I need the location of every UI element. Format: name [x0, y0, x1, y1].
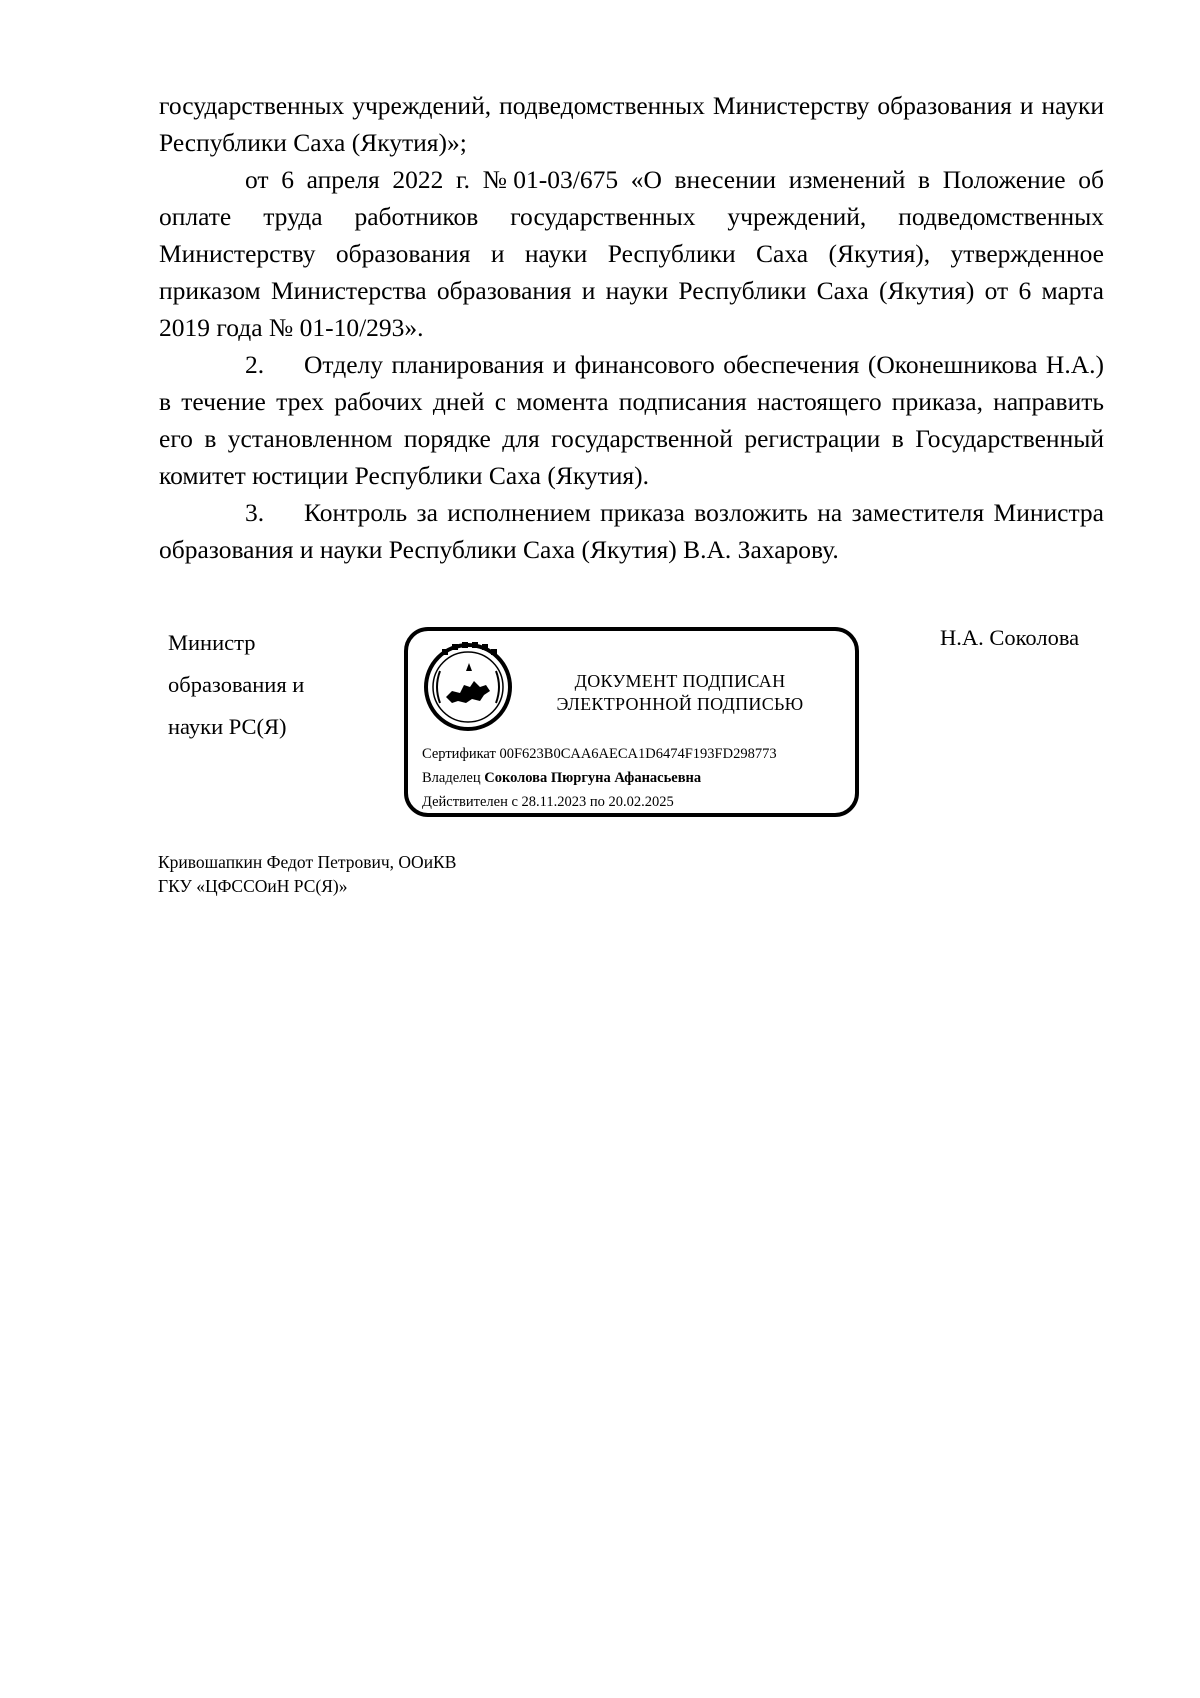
signatory-position-line: науки РС(Я) — [168, 714, 287, 739]
valid-to: 20.02.2025 — [608, 794, 674, 810]
executor-line: Кривошапкин Федот Петрович, ООиКВ — [158, 852, 457, 872]
certificate-label: Сертификат — [422, 746, 496, 762]
signatory-position-line: Министр — [168, 630, 256, 655]
document-body — [159, 87, 1104, 568]
certificate-value: 00F623B0CAA6AECA1D6474F193FD298773 — [499, 746, 777, 762]
item-3-number: 3. — [245, 498, 265, 527]
paragraph-continuation: государственных учреждений, подведомственных Министерству образования и науки Республики Саха (Якутия)»; — [159, 91, 1104, 157]
owner-value: Соколова Пюргуна Афанасьевна — [484, 770, 702, 786]
stamp-validity — [422, 793, 674, 811]
stamp-title-line: ЭЛЕКТРОННОЙ ПОДПИСЬЮ — [556, 694, 804, 714]
stamp-title-line: ДОКУМЕНТ ПОДПИСАН — [574, 671, 786, 691]
coat-of-arms-emblem-icon — [422, 641, 514, 733]
item-2-text: Отделу планирования и финансового обеспечения (Оконешникова Н.А.) в течение трех рабочих дней с момента подписания настоящего приказа, направить его в установленном порядке для государственной регистрации в Государственный комитет юстиции Республики Саха (Якутия). — [159, 350, 1104, 490]
valid-from: 28.11.2023 — [521, 794, 587, 810]
item-3-text: Контроль за исполнением приказа возложить на заместителя Министра образования и науки Республики Саха (Якутия) В.А. Захарову. — [159, 498, 1104, 564]
stamp-title — [520, 670, 840, 716]
owner-label: Владелец — [422, 770, 481, 786]
executor-line: ГКУ «ЦФССОиН РС(Я)» — [158, 876, 348, 896]
signatory-name: Н.А. Соколова — [940, 625, 1080, 650]
paragraph-item-2 — [159, 346, 1104, 494]
executor-info — [158, 850, 456, 898]
paragraph-item-3 — [159, 494, 1104, 568]
signatory-position — [168, 622, 304, 748]
signatory-position-line: образования и — [168, 672, 305, 697]
valid-to-label: по — [589, 794, 605, 810]
item-2-number: 2. — [245, 350, 265, 379]
paragraph-amendment-reference: от 6 апреля 2022 г. №01-03/675 «О внесении изменений в Положение об оплате труда работников государственных учреждений, подведомственных Министерству образования и науки Республики Саха (Якутия), утвержденное приказом Министерства образования и науки Республики Саха (Якутия) от 6 марта 2019 года № 01-10/293». — [159, 165, 1104, 342]
electronic-signature-stamp — [404, 627, 859, 817]
valid-label: Действителен с — [422, 794, 518, 810]
stamp-owner — [422, 769, 701, 787]
stamp-certificate — [422, 745, 777, 763]
